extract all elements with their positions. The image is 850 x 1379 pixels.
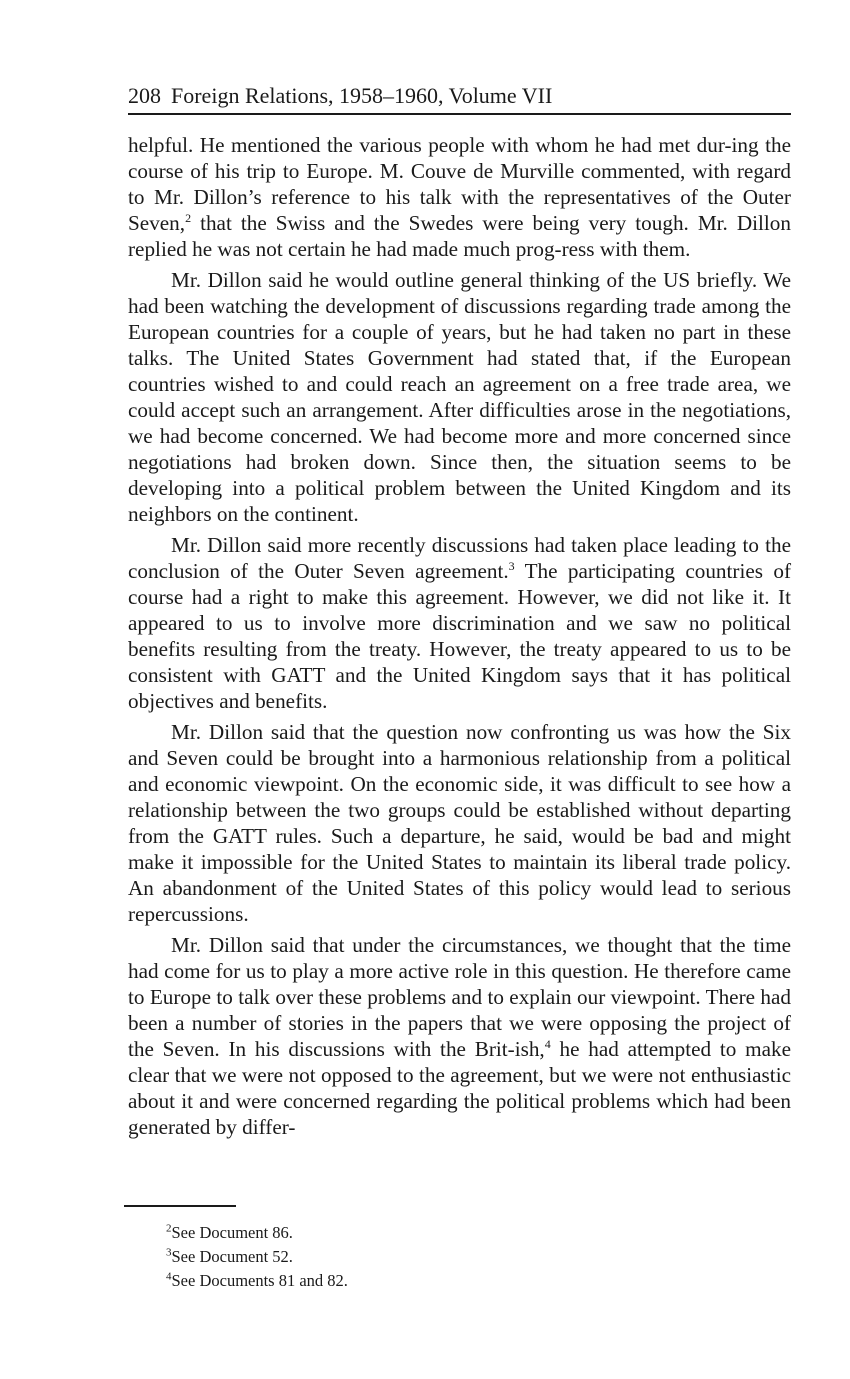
footnote-ref-2[interactable]: 2 xyxy=(185,210,192,225)
footnote-number: 4 xyxy=(166,1270,172,1283)
footnote-2 xyxy=(124,1221,684,1245)
page-number: 208 xyxy=(128,83,161,108)
paragraph-3-part-2: The participating countries of course had a right to make this agreement. However, we did not like it. It appeared to us to involve more discrimination and we saw no political benefits resulting from the treaty. However, the treaty appeared to us to be consistent with GATT and the United Kingdom says that it has political objectives and benefits. xyxy=(128,559,791,713)
footnote-number: 3 xyxy=(166,1246,172,1259)
paragraph-1 xyxy=(128,132,791,262)
running-head-title: Foreign Relations, 1958–1960, Volume VII xyxy=(171,83,553,108)
paragraph-5-part-2: he had attempted to make clear that we were not opposed to the agreement, but we were not enthusiastic about it and were concerned regarding the political problems which had been generated by differ- xyxy=(128,1037,791,1139)
footnote-text: See Document 52. xyxy=(171,1247,293,1266)
footnote-text: See Documents 81 and 82. xyxy=(171,1271,348,1290)
paragraph-4: Mr. Dillon said that the question now confronting us was how the Six and Seven could be brought into a harmonious relationship from a political and economic viewpoint. On the economic side, it was difficult to see how a relationship between the two groups could be established without departing from the GATT rules. Such a departure, he said, would be bad and might make it impossible for the United States to maintain its liberal trade policy. An abandonment of the United States of this policy would lead to serious repercussions. xyxy=(128,720,791,926)
paragraph-5 xyxy=(128,932,791,1140)
paragraph-1-part-2: that the Swiss and the Swedes were being very tough. Mr. Dillon replied he was not certain he had made much prog-ress with them. xyxy=(128,211,791,261)
footnote-text: See Document 86. xyxy=(171,1223,293,1242)
footnotes-section xyxy=(124,1205,684,1293)
footnote-number: 2 xyxy=(166,1222,172,1235)
paragraph-3-part-1: Mr. Dillon said more recently discussions had taken place leading to the conclusion of the Outer Seven agreement. xyxy=(128,533,791,583)
paragraph-2: Mr. Dillon said he would outline general thinking of the US briefly. We had been watching the development of discussions regarding trade among the European countries for a couple of years, but he had taken no part in these talks. The United States Government had stated that, if the European countries wished to and could reach an agreement on a free trade area, we could accept such an arrangement. After difficulties arose in the negotiations, we had become concerned. We had become more and more concerned since negotiations had broken down. Since then, the situation seems to be developing into a political problem between the United Kingdom and its neighbors on the continent. xyxy=(128,268,791,526)
paragraph-3 xyxy=(128,532,791,714)
footnote-4 xyxy=(124,1269,684,1293)
body-text xyxy=(128,132,791,1140)
paragraph-5-part-1: Mr. Dillon said that under the circumstances, we thought that the time had come for us to play a more active role in this question. He therefore came to Europe to talk over these problems and to explain our viewpoint. There had been a number of stories in the papers that we were opposing the project of the Seven. In his discussions with the Brit-ish, xyxy=(128,933,791,1061)
footnote-divider xyxy=(124,1205,236,1207)
running-head xyxy=(128,82,791,115)
document-page xyxy=(128,82,791,1145)
paragraph-1-part-1: helpful. He mentioned the various people with whom he had met dur-ing the course of his trip to Europe. M. Couve de Murville commented, with regard to Mr. Dillon’s reference to his talk with the representatives of the Outer Seven, xyxy=(128,133,791,235)
footnote-ref-3[interactable]: 3 xyxy=(508,558,515,573)
footnote-ref-4[interactable]: 4 xyxy=(544,1036,551,1051)
footnote-3 xyxy=(124,1245,684,1269)
